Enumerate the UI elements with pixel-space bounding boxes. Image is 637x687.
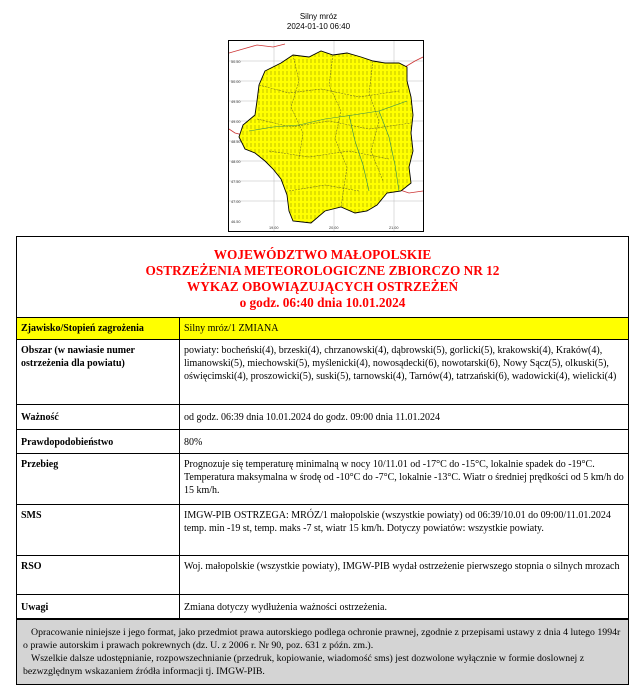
row-value: Prognozuje się temperaturę minimalną w nocy 10/11.01 od -17°C do -15°C, lokalnie spadek do -19°C. Temperatura maksymalna w środę od -10°C do -7°C, lokalnie -13°C. Wiatr o średniej prędkości od 5 km/h do 15 km/h. bbox=[180, 454, 629, 505]
copyright-footer bbox=[17, 619, 628, 684]
row-course bbox=[17, 454, 628, 505]
row-probability bbox=[17, 430, 628, 454]
row-label: RSO bbox=[17, 556, 180, 595]
warning-header bbox=[17, 237, 628, 317]
header-region: WOJEWÓDZTWO MAŁOPOLSKIE bbox=[213, 247, 432, 262]
footer-copyright-text: Opracowanie niniejsze i jego format, jako przedmiot prawa autorskiego podlega ochronie prawnej, zgodnie z przepisami ustawy z dnia 4 lutego 1994r o prawie autorskim i prawach pokrewnych (dz. U. z 2006 r. Nr 90, poz. 631 z późn. zm.). bbox=[23, 627, 621, 651]
y-tick-label: 47.50 bbox=[231, 180, 241, 184]
warning-table bbox=[17, 317, 628, 619]
row-rso bbox=[17, 556, 628, 595]
warning-map bbox=[228, 40, 424, 232]
row-validity bbox=[17, 405, 628, 430]
row-value: od godz. 06:39 dnia 10.01.2024 do godz. 09:00 dnia 11.01.2024 bbox=[180, 405, 629, 430]
row-value: Woj. małopolskie (wszystkie powiaty), IMGW-PIB wydał ostrzeżenie pierwszego stopnia o silnych mrozach bbox=[180, 556, 629, 595]
map-phenomenon: Silny mróz bbox=[299, 12, 338, 21]
row-notes bbox=[17, 595, 628, 619]
row-phenomenon bbox=[17, 318, 628, 340]
row-label: Przebieg bbox=[17, 454, 180, 505]
row-area bbox=[17, 340, 628, 405]
row-label: Uwagi bbox=[17, 595, 180, 619]
row-value: IMGW-PIB OSTRZEGA: MRÓZ/1 małopolskie (wszystkie powiaty) od 06:39/10.01 do 09:00/11.01.2024 temp. min -19 st, temp. maks -7 st, wiatr 15 km/h. Dotyczy powiatów: wszystkie powiaty. bbox=[180, 505, 629, 556]
y-tick-label: 50.50 bbox=[231, 60, 241, 64]
row-label: Prawdopodobieństwo bbox=[17, 430, 180, 454]
x-tick-label: 19.00 bbox=[269, 226, 279, 230]
row-sms bbox=[17, 505, 628, 556]
row-value: Silny mróz/1 ZMIANA bbox=[180, 318, 629, 340]
y-tick-label: 48.00 bbox=[231, 160, 241, 164]
header-issue-time: o godz. 06:40 dnia 10.01.2024 bbox=[239, 295, 406, 310]
map-datetime: 2024-01-10 06:40 bbox=[286, 22, 351, 31]
row-value: 80% bbox=[180, 430, 629, 454]
row-label: SMS bbox=[17, 505, 180, 556]
y-tick-label: 48.50 bbox=[231, 140, 241, 144]
row-label: Obszar (w nawiasie numer ostrzeżenia dla powiatu) bbox=[17, 340, 180, 405]
y-tick-label: 46.50 bbox=[231, 220, 241, 224]
region-malopolska bbox=[239, 51, 413, 223]
row-value: powiaty: bocheński(4), brzeski(4), chrzanowski(4), dąbrowski(5), gorlicki(5), krakowski(4), Kraków(4), limanowski(5), miechowski(5), myślenicki(4), nowosądecki(6), nowotarski(6), Nowy Sącz(5), olkuski(5), oświęcimski(4), proszowicki(5), suski(5), tarnowski(4), Tarnów(4), tatrzański(6), wadowicki(4), wielicki(4) bbox=[180, 340, 629, 405]
warning-document bbox=[16, 236, 629, 685]
y-tick-label: 47.00 bbox=[231, 200, 241, 204]
y-tick-label: 50.00 bbox=[231, 80, 241, 84]
header-warning-number: OSTRZEŻENIA METEOROLOGICZNE ZBIORCZO NR 12 bbox=[145, 263, 500, 278]
x-tick-label: 20.00 bbox=[329, 226, 339, 230]
x-tick-label: 21.00 bbox=[389, 226, 399, 230]
row-value: Zmiana dotyczy wydłużenia ważności ostrzeżenia. bbox=[180, 595, 629, 619]
map-svg bbox=[229, 41, 423, 231]
header-list-title: WYKAZ OBOWIĄZUJĄCYCH OSTRZEŻEŃ bbox=[186, 279, 459, 294]
y-tick-label: 49.50 bbox=[231, 100, 241, 104]
footer-distribution-text: Wszelkie dalsze udostępnianie, rozpowszechnianie (przedruk, kopiowanie, wiadomość sms) jest dozwolone wyłącznie w formie doslownej z bezwzględnym wskazaniem źródła informacji tj. IMGW-PIB. bbox=[23, 653, 585, 677]
map-title bbox=[0, 12, 637, 32]
row-label: Zjawisko/Stopień zagrożenia bbox=[17, 318, 180, 340]
row-label: Ważność bbox=[17, 405, 180, 430]
y-tick-label: 49.00 bbox=[231, 120, 241, 124]
